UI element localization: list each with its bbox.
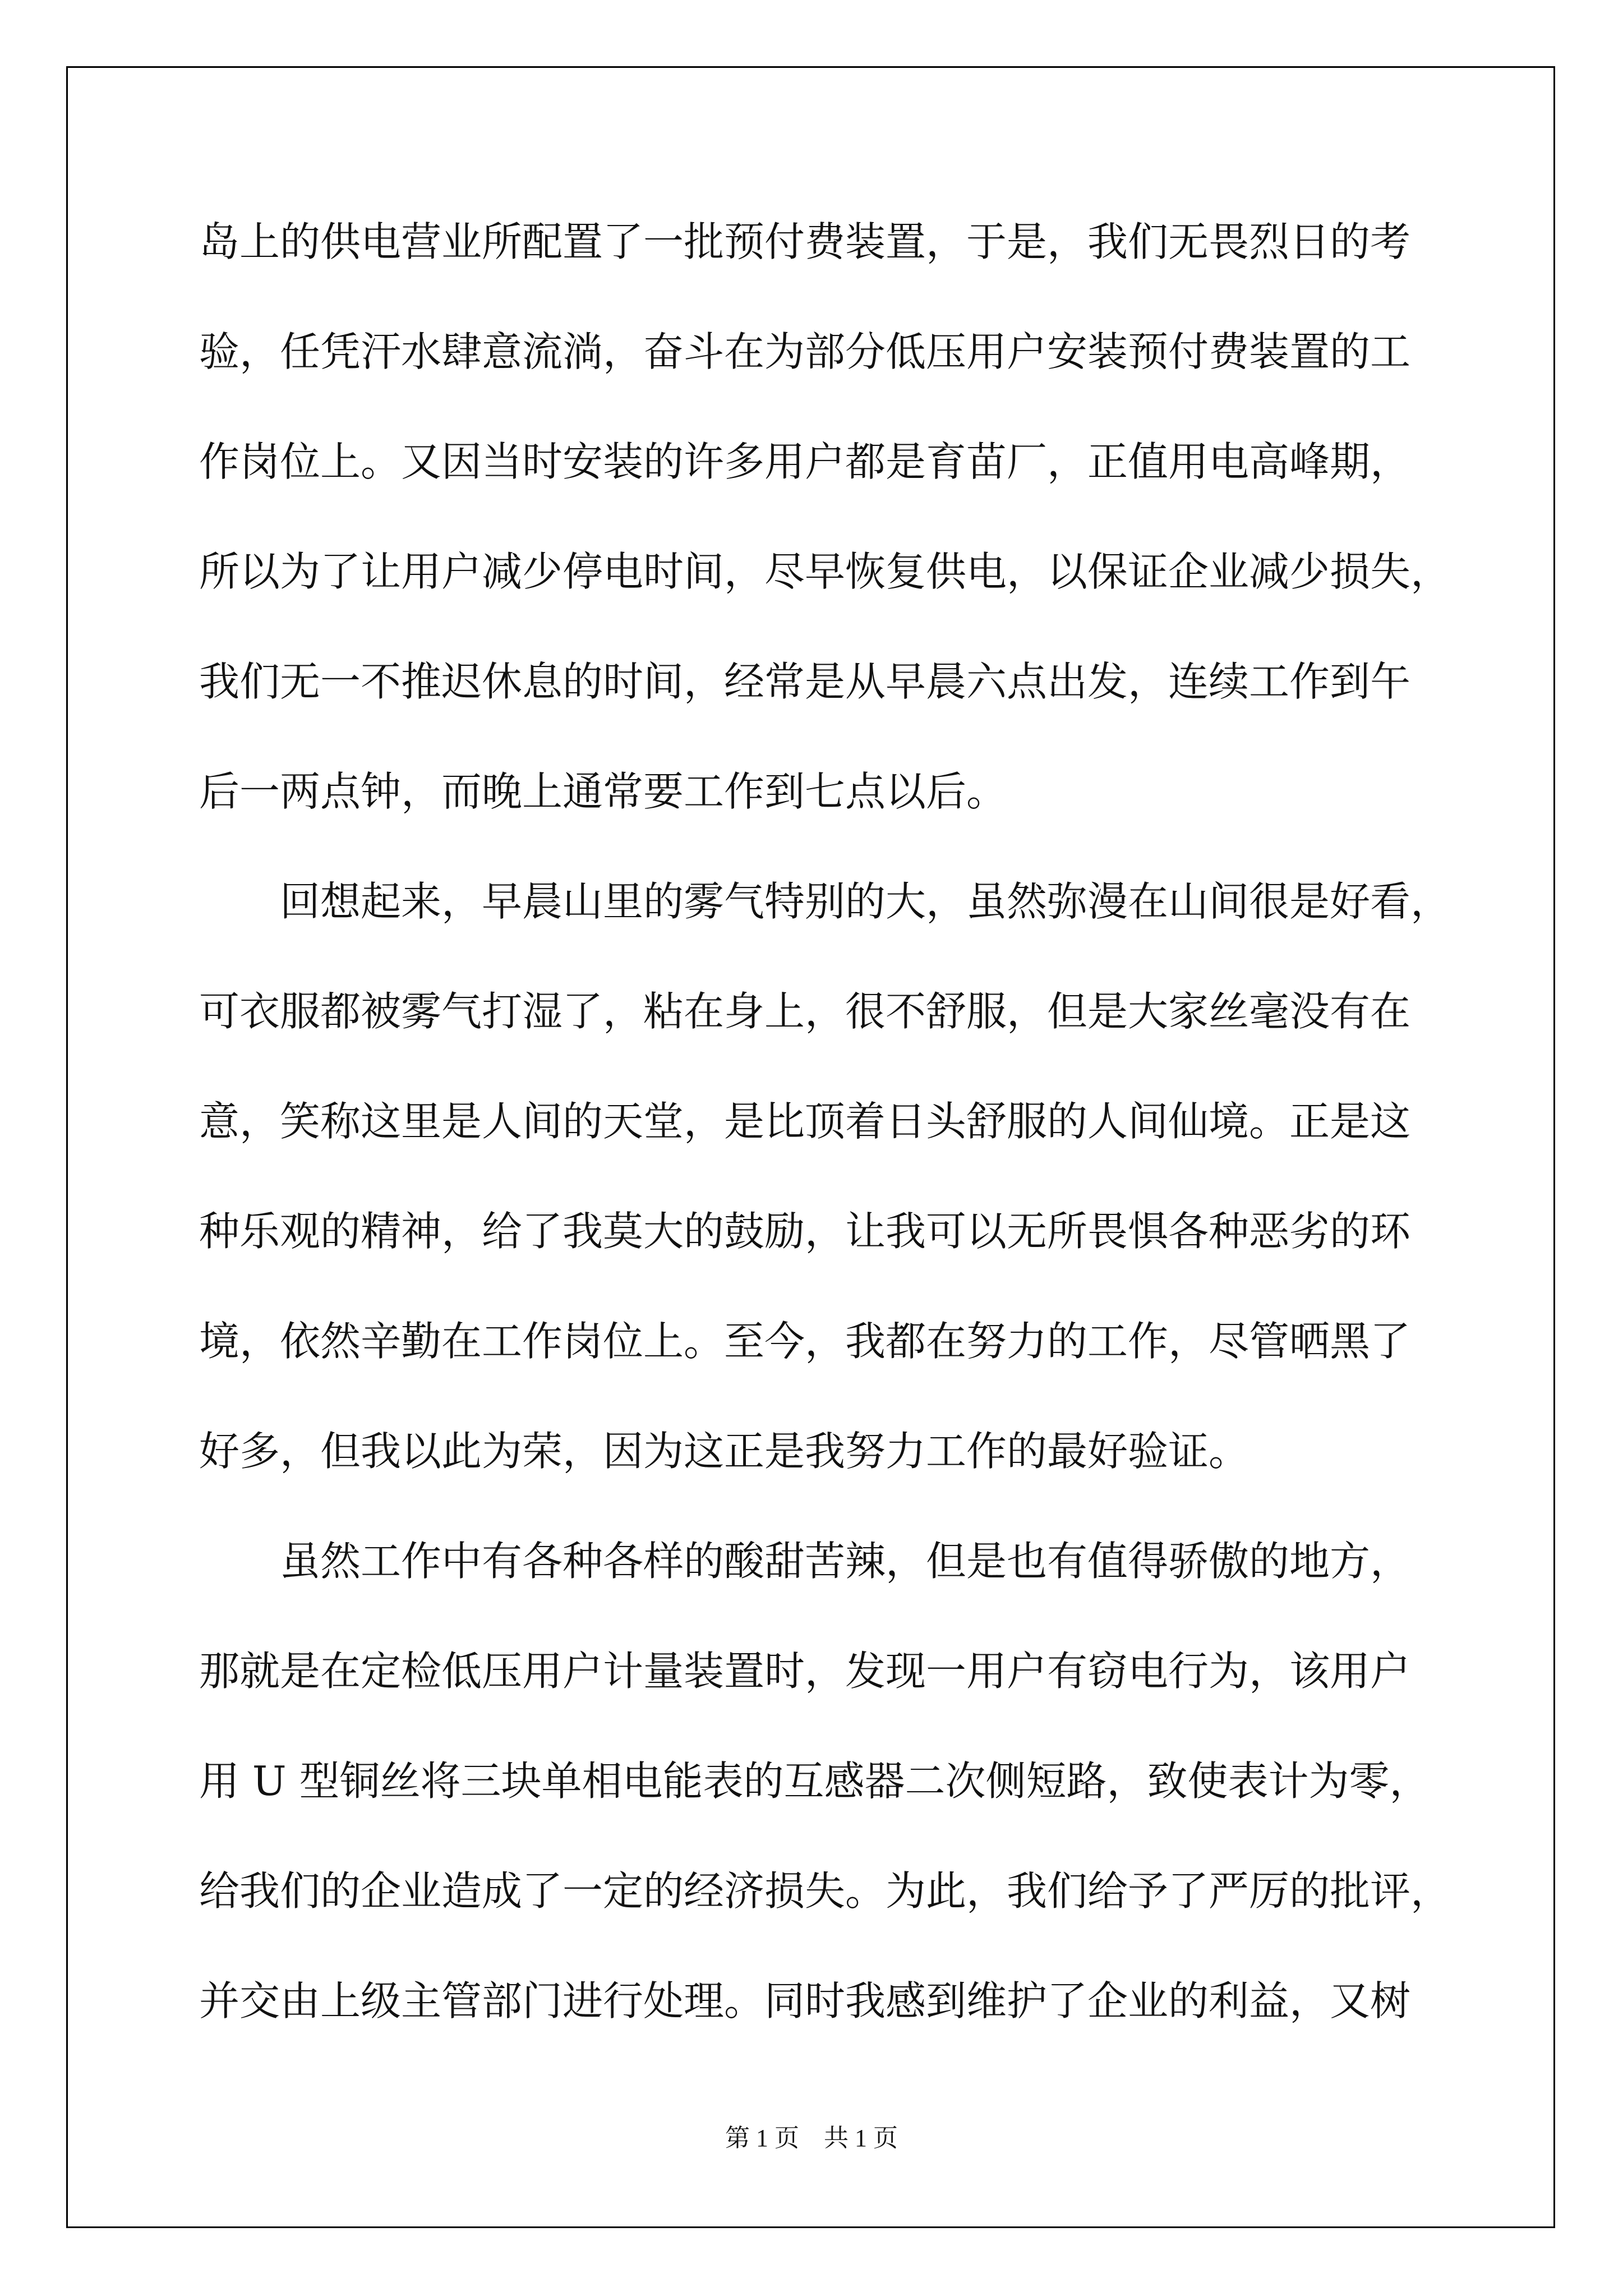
page-footer	[0, 2118, 1623, 2154]
body-line-10: 种乐观的精神，给了我莫大的鼓励，让我可以无所畏惧各种恶劣的环	[199, 1208, 1411, 1255]
body-line-4: 所以为了让用户减少停电时间，尽早恢复供电，以保证企业减少损失，	[199, 548, 1451, 595]
body-line-7: 回想起来，早晨山里的雾气特别的大，虽然弥漫在山间很是好看，	[199, 878, 1451, 925]
body-line-2: 验，任凭汗水肆意流淌，奋斗在为部分低压用户安装预付费装置的工	[199, 328, 1411, 375]
page-number-label: 第 1 页 共 1 页	[725, 2124, 898, 2152]
body-line-9: 意，笑称这里是人间的天堂，是比顶着日头舒服的人间仙境。正是这	[199, 1098, 1411, 1145]
body-line-15: 用 U 型铜丝将三块单相电能表的互感器二次侧短路，致使表计为零，	[199, 1757, 1430, 1805]
body-line-12: 好多，但我以此为荣，因为这正是我努力工作的最好验证。	[199, 1428, 1249, 1475]
body-line-8: 可衣服都被雾气打湿了，粘在身上，很不舒服，但是大家丝毫没有在	[199, 988, 1411, 1035]
body-line-11: 境，依然辛勤在工作岗位上。至今，我都在努力的工作，尽管晒黑了	[199, 1318, 1411, 1365]
body-line-16: 给我们的企业造成了一定的经济损失。为此，我们给予了严厉的批评，	[199, 1867, 1451, 1915]
body-line-17: 并交由上级主管部门进行处理。同时我感到维护了企业的利益，又树	[199, 1977, 1411, 2024]
body-line-1: 岛上的供电营业所配置了一批预付费装置，于是，我们无畏烈日的考	[199, 218, 1411, 265]
body-line-13: 虽然工作中有各种各样的酸甜苦辣，但是也有值得骄傲的地方，	[199, 1538, 1411, 1585]
body-line-6: 后一两点钟，而晚上通常要工作到七点以后。	[199, 768, 1007, 815]
body-line-14: 那就是在定检低压用户计量装置时，发现一用户有窃电行为，该用户	[199, 1648, 1411, 1695]
document-body	[199, 218, 1451, 2091]
body-line-5: 我们无一不推迟休息的时间，经常是从早晨六点出发，连续工作到午	[199, 658, 1411, 705]
body-line-3: 作岗位上。又因当时安装的许多用户都是育苗厂，正值用电高峰期，	[199, 438, 1411, 485]
